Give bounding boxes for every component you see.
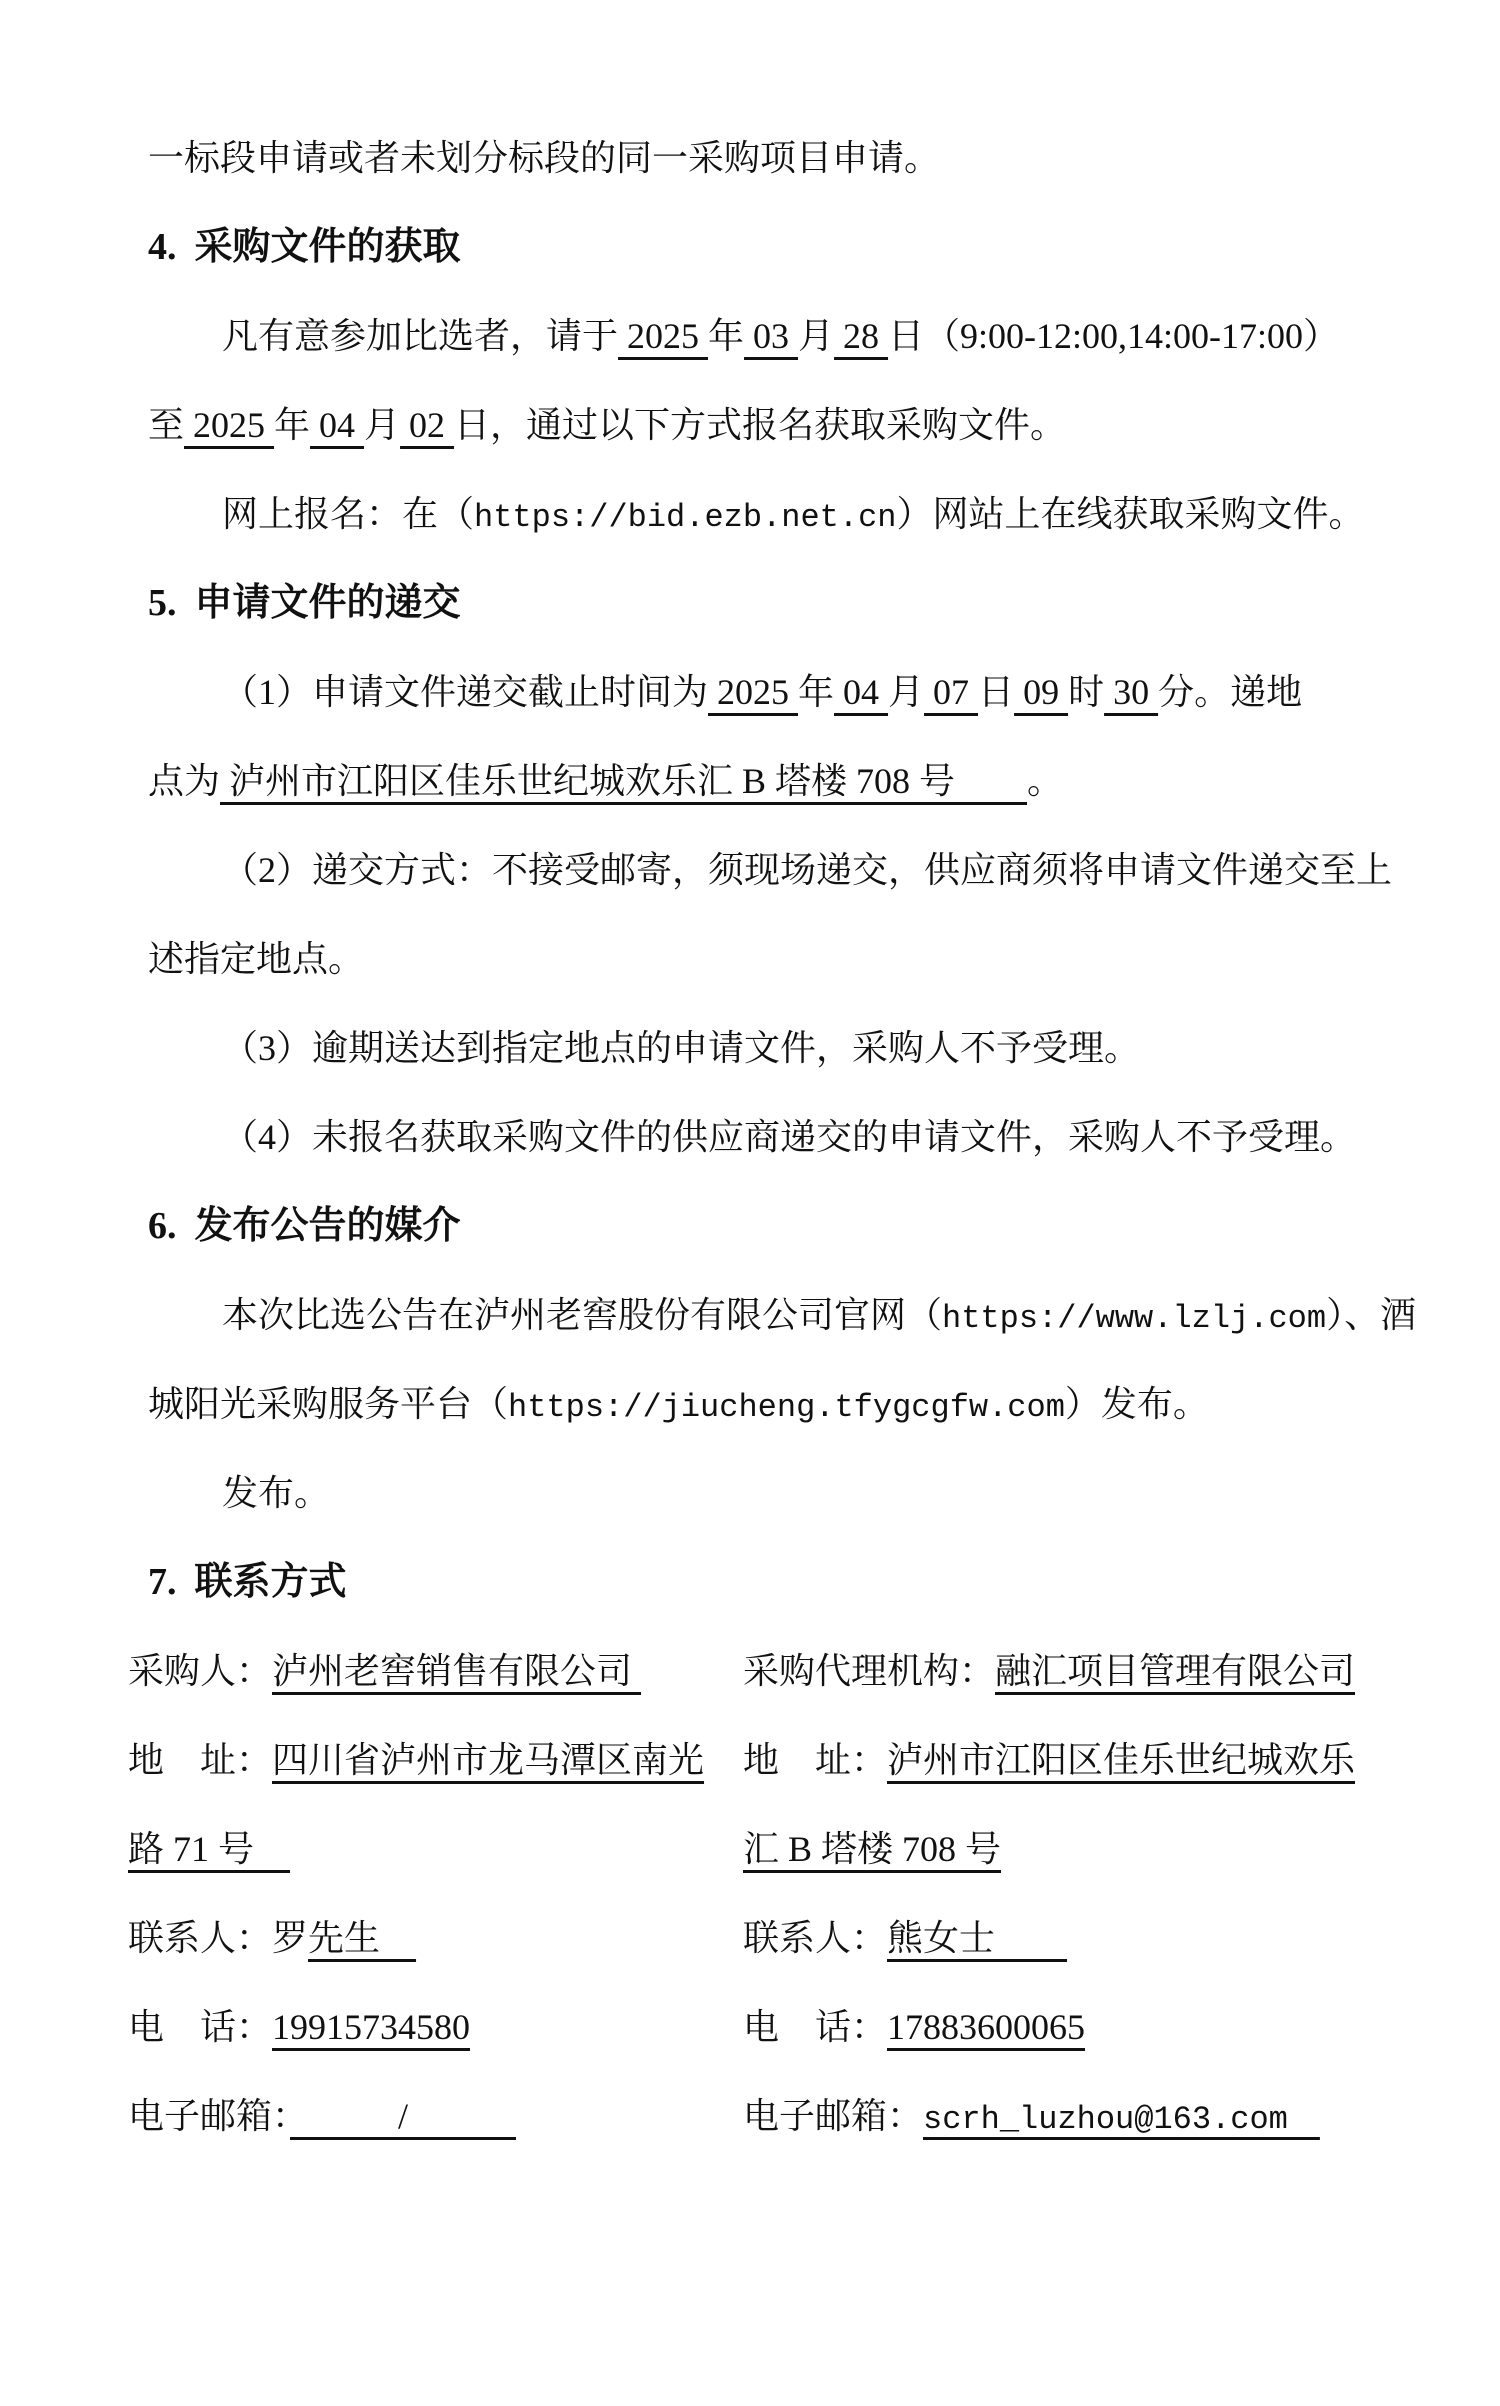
agency-email-row bbox=[743, 2072, 1410, 2161]
agency-name: 融汇项目管理有限公司 bbox=[995, 1651, 1356, 1691]
agency-phone-label: 电 话： bbox=[743, 2007, 888, 2047]
s5-line-1 bbox=[148, 648, 1410, 737]
s5-l1-day: 07 bbox=[924, 672, 979, 712]
s5-l5-text: （3）逾期送达到指定地点的申请文件，采购人不予受理。 bbox=[222, 1028, 1141, 1068]
buyer-contact-label: 联系人： bbox=[128, 1918, 273, 1958]
agency-contact-label: 联系人： bbox=[743, 1918, 888, 1958]
s6-l2-pre: 城阳光采购服务平台（ bbox=[148, 1384, 509, 1424]
heading-section-7 bbox=[148, 1538, 1410, 1627]
s5-l3-text: （2）递交方式：不接受邮寄，须现场递交，供应商须将申请文件递交至上 bbox=[222, 850, 1393, 890]
s4-line-3 bbox=[148, 470, 1410, 559]
s4-l1-year-unit: 年 bbox=[708, 316, 745, 356]
agency-email-value: scrh_luzhou@163.com bbox=[923, 2101, 1320, 2138]
buyer-address-row bbox=[128, 1716, 743, 1805]
s4-l1-year: 2025 bbox=[618, 316, 709, 356]
intro-line bbox=[148, 114, 1410, 203]
heading-7-number: 7. bbox=[148, 1561, 177, 1603]
agency-address-row-2 bbox=[743, 1805, 1410, 1894]
heading-7-title: 联系方式 bbox=[194, 1561, 347, 1603]
heading-5-number: 5. bbox=[148, 582, 177, 624]
s5-l1-day-unit: 日 bbox=[978, 672, 1015, 712]
buyer-address-line2: 路 71 号 bbox=[128, 1829, 291, 1869]
registration-url: https://bid.ezb.net.cn bbox=[474, 499, 897, 536]
buyer-address-label: 地 址： bbox=[128, 1740, 273, 1780]
s4-line-1 bbox=[148, 292, 1410, 381]
s5-line-5 bbox=[148, 1004, 1410, 1093]
s4-l1-text: 凡有意参加比选者，请于 bbox=[222, 316, 619, 356]
s4-l2-year-unit: 年 bbox=[274, 405, 311, 445]
buyer-contact-name: 先生 bbox=[308, 1918, 417, 1958]
s5-l4-text: 述指定地点。 bbox=[148, 939, 365, 979]
agency-label: 采购代理机构： bbox=[743, 1651, 996, 1691]
s6-l2-post: ）发布。 bbox=[1064, 1384, 1209, 1424]
s5-l6-text: （4）未报名获取采购文件的供应商递交的申请文件，采购人不予受理。 bbox=[222, 1117, 1357, 1157]
s5-l1-minute: 30 bbox=[1104, 672, 1159, 712]
s5-l1-hour: 09 bbox=[1014, 672, 1069, 712]
s4-l1-month: 03 bbox=[744, 316, 799, 356]
buyer-contact-row bbox=[128, 1894, 743, 1983]
agency-row bbox=[743, 1627, 1410, 1716]
s4-l2-month-unit: 月 bbox=[364, 405, 401, 445]
platform-url: https://jiucheng.tfygcgfw.com bbox=[508, 1389, 1065, 1426]
s5-l2-pre: 点为 bbox=[148, 761, 221, 801]
heading-section-5 bbox=[148, 559, 1410, 648]
s4-l1-day: 28 bbox=[834, 316, 889, 356]
s6-l1-post: ）、酒 bbox=[1326, 1295, 1417, 1335]
heading-section-4 bbox=[148, 203, 1410, 292]
buyer-address-row-2 bbox=[128, 1805, 743, 1894]
s4-l2-text: 至 bbox=[148, 405, 185, 445]
s5-l2-period: 。 bbox=[1027, 761, 1064, 801]
s4-l3-pre: 网上报名：在（ bbox=[222, 494, 475, 534]
agency-phone-row bbox=[743, 1983, 1410, 2072]
intro-text: 一标段申请或者未划分标段的同一采购项目申请。 bbox=[148, 138, 941, 178]
buyer-phone-label: 电 话： bbox=[128, 2007, 273, 2047]
buyer-column bbox=[128, 1627, 743, 2161]
s5-l1-hour-unit: 时 bbox=[1068, 672, 1105, 712]
s6-l3-text: 发布。 bbox=[222, 1473, 331, 1513]
agency-address-line2: 汇 B 塔楼 708 号 bbox=[743, 1829, 1002, 1869]
buyer-row bbox=[128, 1627, 743, 1716]
s4-l1-time-range: 日（9:00-12:00,14:00-17:00） bbox=[888, 316, 1340, 356]
buyer-label: 采购人： bbox=[128, 1651, 273, 1691]
s4-l1-month-unit: 月 bbox=[798, 316, 835, 356]
heading-6-title: 发布公告的媒介 bbox=[194, 1205, 461, 1247]
agency-column bbox=[743, 1627, 1410, 2161]
buyer-name: 泸州老窖销售有限公司 bbox=[272, 1651, 642, 1691]
buyer-email-value: / bbox=[290, 2096, 517, 2136]
agency-contact-name: 熊女士 bbox=[887, 1918, 1068, 1958]
s4-l2-tail: 日，通过以下方式报名获取采购文件。 bbox=[454, 405, 1067, 445]
s5-l1-month-unit: 月 bbox=[888, 672, 925, 712]
buyer-email-label: 电子邮箱： bbox=[128, 2096, 291, 2136]
s5-l1-year-unit: 年 bbox=[798, 672, 835, 712]
s5-line-2 bbox=[148, 737, 1410, 826]
s5-l1-year: 2025 bbox=[708, 672, 799, 712]
s5-line-4 bbox=[148, 915, 1410, 1004]
buyer-address-line1: 四川省泸州市龙马潭区南光 bbox=[272, 1740, 705, 1780]
agency-address-line1: 泸州市江阳区佳乐世纪城欢乐 bbox=[887, 1740, 1356, 1780]
buyer-phone-number: 19915734580 bbox=[272, 2007, 471, 2047]
s5-line-6 bbox=[148, 1093, 1410, 1182]
s5-l1-tail: 分。递地 bbox=[1158, 672, 1303, 712]
s5-l1-text: （1）申请文件递交截止时间为 bbox=[222, 672, 709, 712]
agency-address-row bbox=[743, 1716, 1410, 1805]
s5-line-3 bbox=[148, 826, 1410, 915]
agency-phone-number: 17883600065 bbox=[887, 2007, 1086, 2047]
s6-l1-pre: 本次比选公告在泸州老窖股份有限公司官网（ bbox=[222, 1295, 943, 1335]
agency-address-label: 地 址： bbox=[743, 1740, 888, 1780]
submission-address: 泸州市江阳区佳乐世纪城欢乐汇 B 塔楼 708 号 bbox=[220, 761, 1028, 801]
s4-l2-month: 04 bbox=[310, 405, 365, 445]
agency-email-label: 电子邮箱： bbox=[743, 2096, 924, 2136]
buyer-phone-row bbox=[128, 1983, 743, 2072]
s6-line-2 bbox=[148, 1360, 1410, 1449]
agency-contact-row bbox=[743, 1894, 1410, 1983]
s5-l1-month: 04 bbox=[834, 672, 889, 712]
heading-section-6 bbox=[148, 1182, 1410, 1271]
buyer-contact-surname: 罗 bbox=[272, 1918, 309, 1958]
heading-4-number: 4. bbox=[148, 226, 177, 268]
s6-line-1 bbox=[148, 1271, 1417, 1360]
heading-4-title: 采购文件的获取 bbox=[194, 226, 461, 268]
s4-l2-year: 2025 bbox=[184, 405, 275, 445]
s4-l3-post: ）网站上在线获取采购文件。 bbox=[896, 494, 1365, 534]
s6-line-3 bbox=[148, 1449, 1410, 1538]
company-website-url: https://www.lzlj.com bbox=[942, 1300, 1327, 1337]
buyer-email-row bbox=[128, 2072, 743, 2161]
heading-6-number: 6. bbox=[148, 1205, 177, 1247]
contact-block bbox=[128, 1627, 1410, 2161]
s4-line-2 bbox=[148, 381, 1410, 470]
heading-5-title: 申请文件的递交 bbox=[194, 582, 461, 624]
s4-l2-day: 02 bbox=[400, 405, 455, 445]
